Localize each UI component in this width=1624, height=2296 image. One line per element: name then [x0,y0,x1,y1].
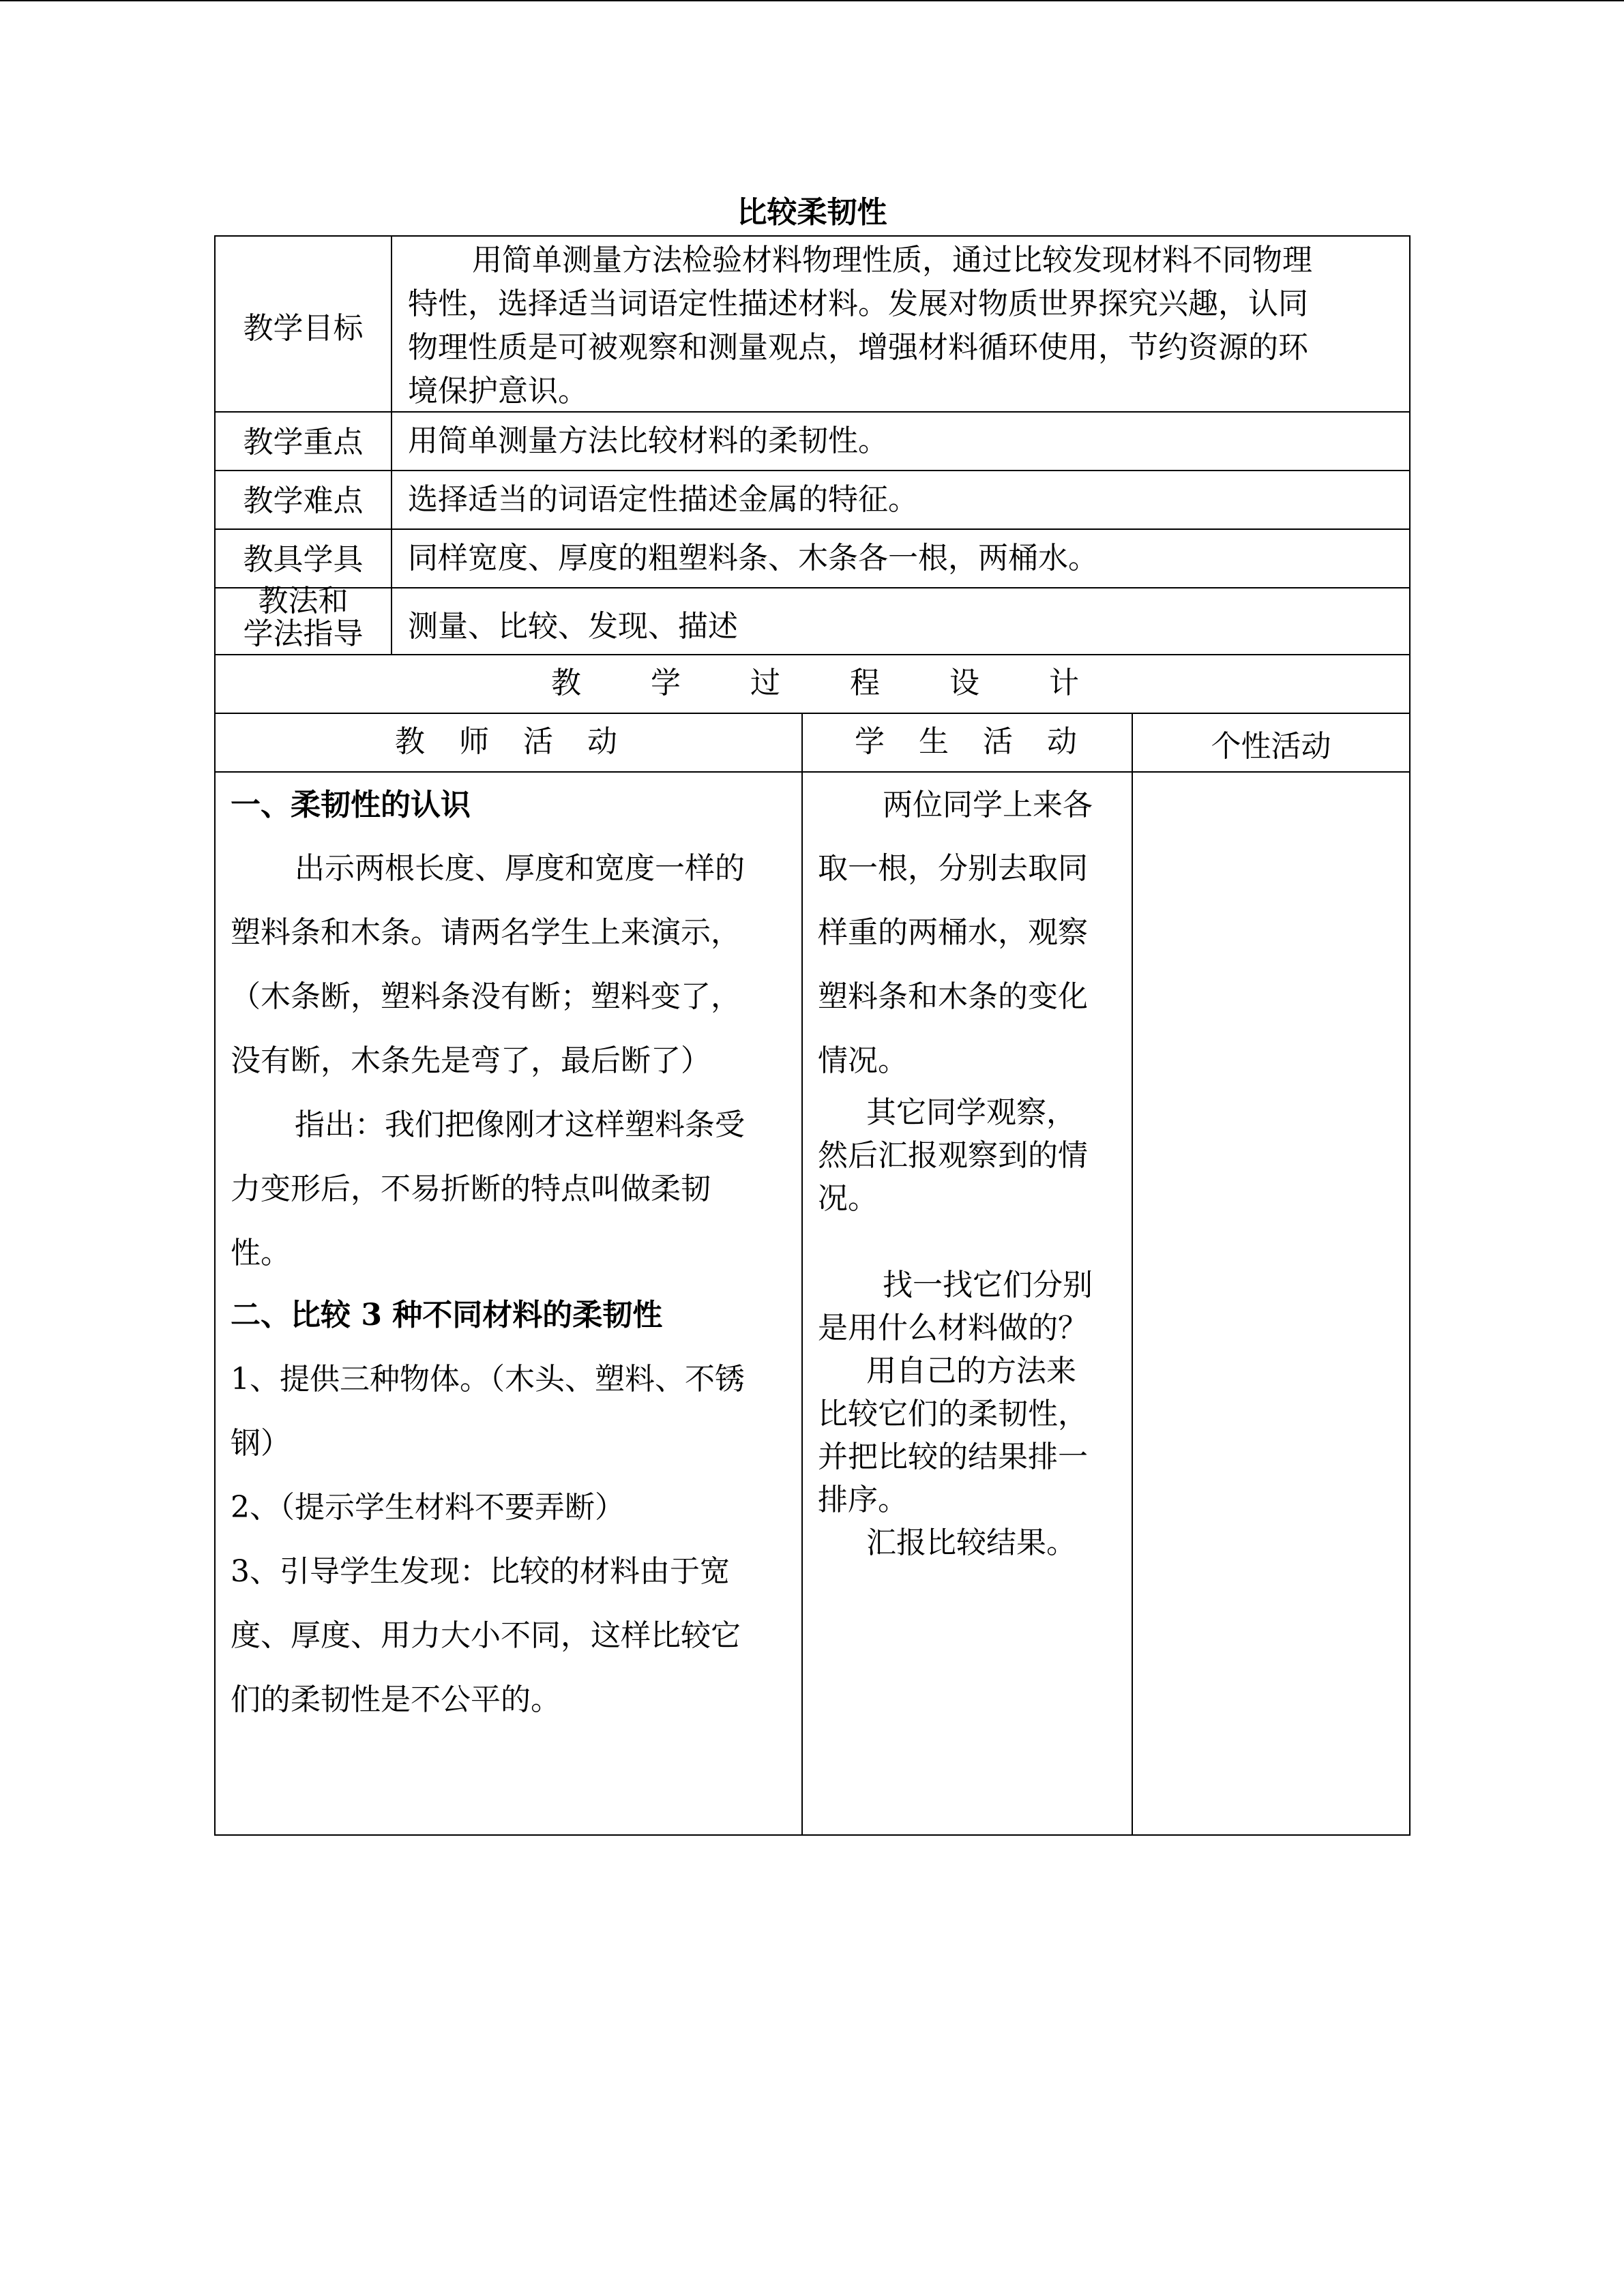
method-label-line-2: 学法指导 [243,616,364,651]
goal-text-line-3: 物理性质是可被观察和测量观点，增强材料循环使用，节约资源的环 [408,330,1308,365]
row-divider [214,713,1411,714]
teacher-header-char: 师 [459,724,489,759]
student-header-char: 生 [919,724,949,759]
student-line: 况。 [818,1181,878,1216]
student-header-char: 动 [1047,724,1077,759]
student-header-char: 学 [855,724,885,759]
teacher-line: 1、提供三种物体。（木头、塑料、不锈 [231,1362,745,1397]
row-divider [214,528,1411,530]
teacher-line: 钢） [231,1426,291,1461]
goal-text-line-1: 用简单测量方法检验材料物理性质，通过比较发现材料不同物理 [472,243,1312,278]
teacher-line: 没有断，木条先是弯了，最后断了） [231,1043,711,1078]
student-line: 并把比较的结果排一 [818,1440,1088,1474]
teacher-line: （木条断，塑料条没有断；塑料变了， [231,979,741,1014]
teacher-section-heading: 一、柔韧性的认识 [231,788,471,822]
row-divider [214,411,1411,413]
student-header-char: 活 [983,724,1013,759]
teacher-line: 出示两根长度、厚度和宽度一样的 [295,851,745,886]
process-heading-char: 设 [949,666,979,700]
teacher-header-char: 活 [523,724,553,759]
teacher-line: 3、引导学生发现：比较的材料由于宽 [231,1554,730,1589]
student-line: 塑料条和木条的变化 [818,979,1088,1014]
row-divider [214,587,1411,588]
teacher-section-heading: 二、比较 3 种不同材料的柔韧性 [231,1298,663,1332]
row-divider [214,470,1411,471]
row-divider [214,654,1411,655]
label-column-divider [391,235,392,655]
teacher-line: 指出：我们把像刚才这样塑料条受 [295,1107,745,1142]
process-heading-char: 程 [850,666,880,700]
student-line: 是用什么材料做的？ [818,1311,1088,1345]
process-heading-char: 过 [750,666,780,700]
tools-text: 同样宽度、厚度的粗塑料条、木条各一根，两桶水。 [408,541,1098,576]
document-title: 比较柔韧性 [737,195,887,230]
student-line: 样重的两桶水，观察 [818,915,1088,950]
student-activity-header [803,721,1132,762]
page-top-edge [0,0,1624,1]
column-divider [801,713,803,1836]
personal-activity-header: 个性活动 [1211,729,1331,764]
lesson-plan-table [214,235,1411,1836]
student-line: 情况。 [818,1043,908,1078]
teacher-header-char: 动 [587,724,617,759]
teacher-header-char: 教 [395,724,425,759]
goal-label: 教学目标 [243,311,364,346]
key-point-label: 教学重点 [243,425,364,460]
teacher-line: 2、（提示学生材料不要弄断） [231,1490,625,1525]
student-line: 排序。 [818,1482,908,1517]
column-divider [1132,713,1133,1836]
method-label-line-1: 教法和 [258,584,349,618]
row-divider [214,771,1411,773]
student-line: 找一找它们分别 [883,1268,1093,1302]
student-line: 两位同学上来各 [883,788,1093,822]
teacher-line: 度、厚度、用力大小不同，这样比较它 [231,1618,741,1653]
student-line: 取一根，分别去取同 [818,851,1088,886]
tools-label: 教具学具 [243,542,364,577]
student-line: 比较它们的柔韧性， [818,1397,1088,1431]
process-heading-char: 学 [651,666,681,700]
teacher-activity-header [216,721,801,762]
student-line: 然后汇报观察到的情 [818,1138,1088,1173]
teacher-line: 力变形后，不易折断的特点叫做柔韧 [231,1172,711,1206]
student-line: 用自己的方法来 [866,1354,1076,1388]
difficulty-text: 选择适当的词语定性描述金属的特征。 [408,482,918,517]
process-heading [214,663,1411,704]
key-point-text: 用简单测量方法比较材料的柔韧性。 [408,423,888,458]
difficulty-label: 教学难点 [243,483,364,518]
process-heading-char: 计 [1049,666,1079,700]
student-line: 汇报比较结果。 [866,1525,1076,1560]
teacher-line: 们的柔韧性是不公平的。 [231,1682,561,1717]
goal-text-line-2: 特性，选择适当词语定性描述材料。发展对物质世界探究兴趣，认同 [408,286,1308,321]
process-heading-char: 教 [551,666,581,700]
student-line: 其它同学观察， [866,1095,1076,1130]
method-text: 测量、比较、发现、描述 [408,609,738,644]
goal-text-line-4: 境保护意识。 [408,374,588,408]
teacher-line: 性。 [231,1236,291,1270]
teacher-line: 塑料条和木条。请两名学生上来演示， [231,915,741,950]
